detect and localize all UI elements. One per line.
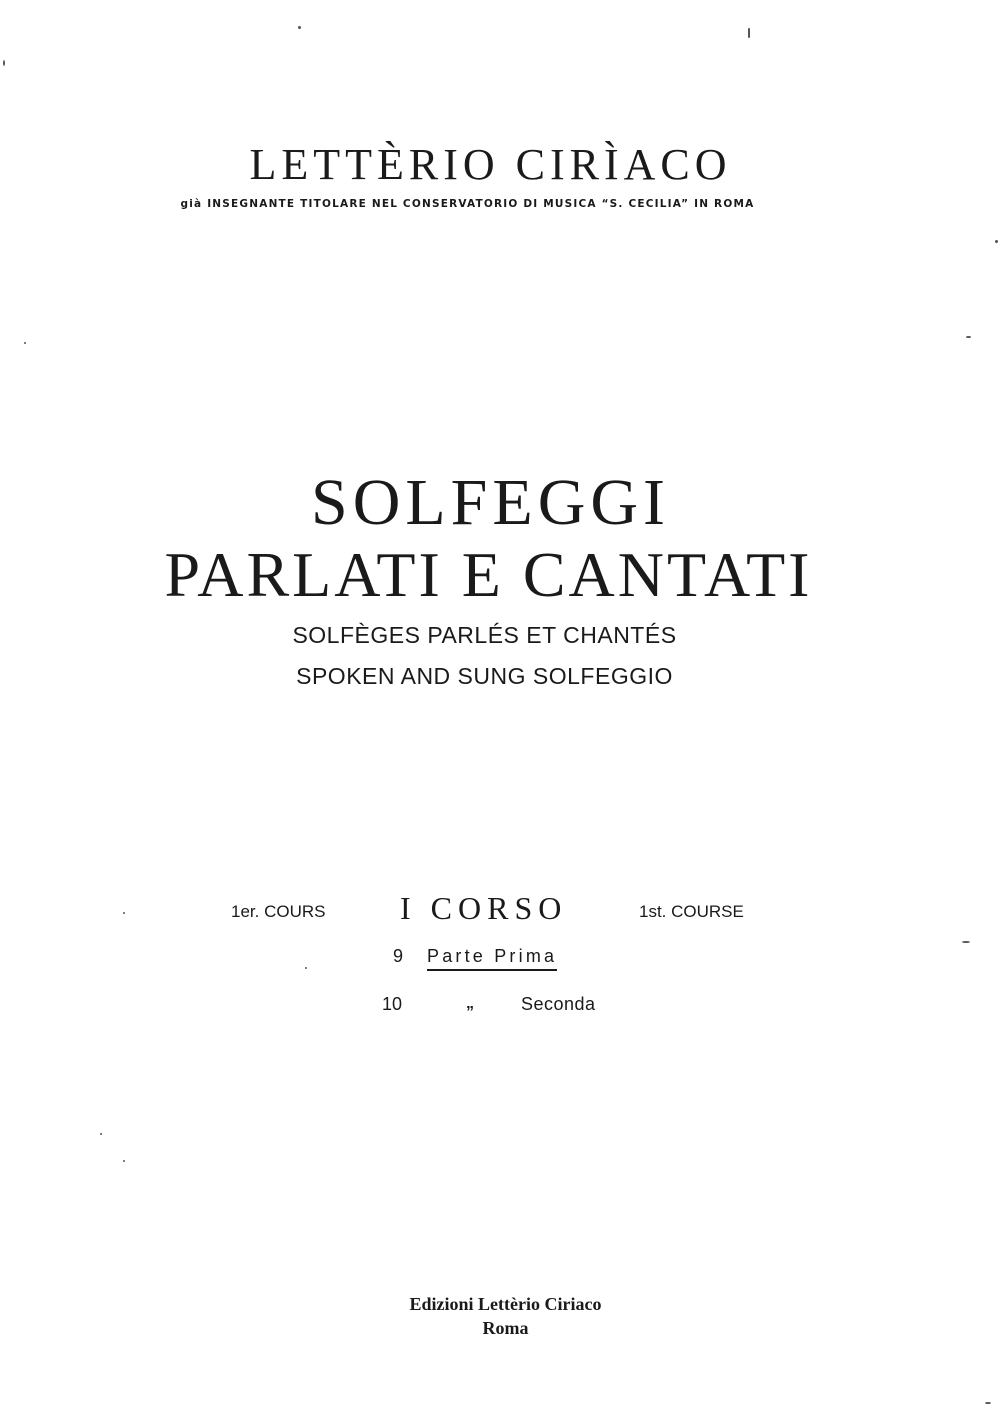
course-label-english: 1st. COURSE — [639, 902, 744, 921]
scan-speck — [123, 1160, 125, 1162]
publisher-city: Roma — [482, 1318, 529, 1338]
scan-speck — [298, 26, 301, 29]
author-subtitle: già INSEGNANTE TITOLARE NEL CONSERVATORIO DI MUSICA “S. CECILIA” IN ROMA — [180, 198, 755, 210]
part-label: Seconda — [521, 994, 596, 1014]
scan-speck — [3, 60, 5, 66]
subtitle-english: SPOKEN AND SUNG SOLFEGGIO — [296, 663, 673, 689]
publisher-name: Edizioni Lettèrio Ciriaco — [409, 1294, 602, 1314]
scan-speck — [962, 941, 970, 943]
course-label-french: 1er. COURS — [231, 902, 326, 921]
part-number: 10 — [382, 994, 403, 1014]
author-name: LETTÈRIO CIRÌACO — [249, 140, 732, 189]
part-label: Parte Prima — [427, 944, 557, 971]
scan-speck — [123, 912, 125, 914]
book-title-line-1: SOLFEGGI — [310, 466, 670, 539]
scan-speck — [24, 342, 26, 344]
course-label-italian: I CORSO — [400, 890, 568, 926]
ditto-mark: „ — [466, 995, 474, 1012]
scan-speck — [966, 336, 971, 338]
scan-speck — [995, 240, 998, 243]
scan-speck — [305, 967, 307, 969]
subtitle-french: SOLFÈGES PARLÉS ET CHANTÉS — [292, 622, 677, 648]
scan-speck — [985, 1402, 991, 1404]
part-number: 9 — [393, 946, 404, 966]
scan-speck — [100, 1133, 102, 1135]
scan-speck — [748, 28, 750, 38]
book-title-line-2: PARLATI E CANTATI — [164, 539, 813, 610]
